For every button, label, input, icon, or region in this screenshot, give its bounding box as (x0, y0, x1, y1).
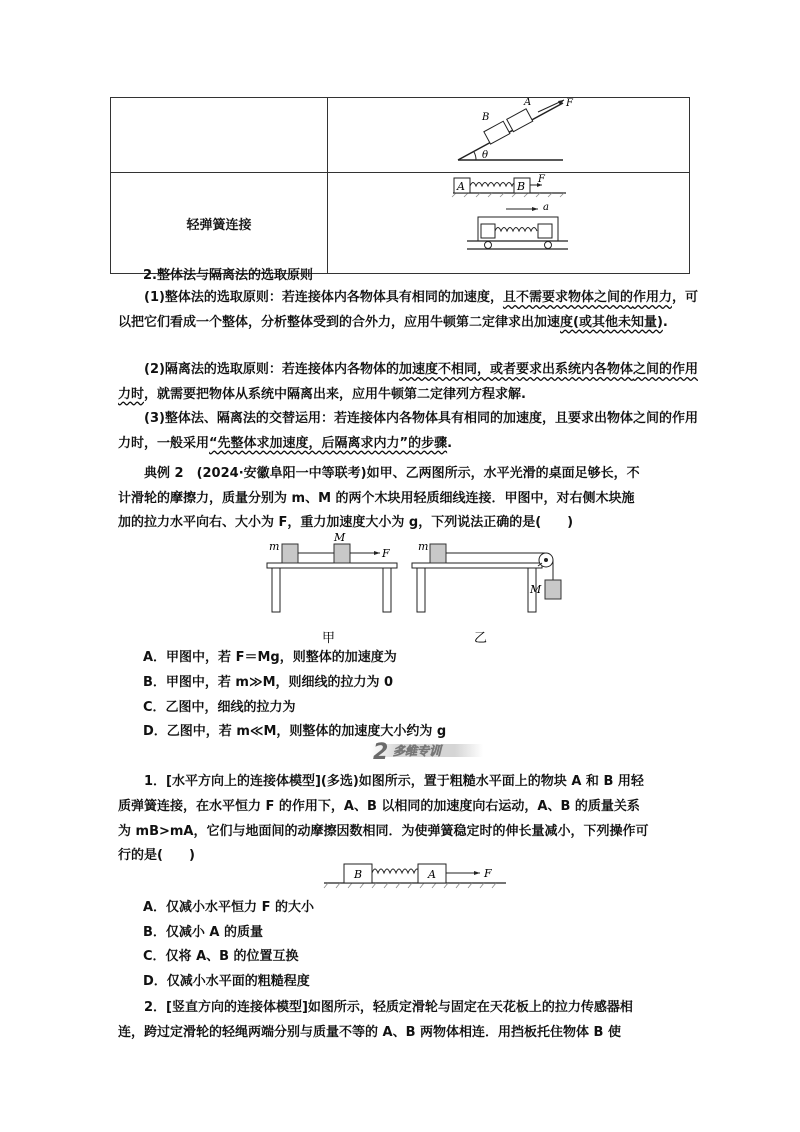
q1-figure (322, 860, 508, 894)
paragraph-whole-method: (1)整体法的选取原则：若连接体内各物体具有相同的加速度，且不需要求物体之间的作用力，可以把它们看成一个整体，分析整体受到的合外力，应用牛顿第二定律求出加速度(或其他未知量). (118, 290, 698, 330)
fig-yi-M-label: M (530, 583, 542, 596)
example2-line-1: 典例 2 (2024·安徽阜阳一中等联考)如甲、乙两图所示，水平光滑的桌面足够长，不 (144, 466, 640, 481)
example2-option-c: C．乙图中，细线的拉力为 (143, 700, 296, 715)
fig-jia-F-label: F (382, 547, 390, 560)
fig-jia-m-label: m (269, 540, 280, 553)
q1-option-d: D．仅减小水平面的粗糙程度 (143, 974, 310, 989)
q1-line-4: 行的是( ) (118, 848, 195, 863)
example2-line-2: 计滑轮的摩擦力，质量分别为 m、M 的两个木块用轻质细线连接．甲图中，对右侧木块施 (118, 491, 635, 506)
q1-line-3: 为 mB>mA，它们与地面间的动摩擦因数相同．为使弹簧稳定时的伸长量减小，下列操作可 (118, 824, 649, 839)
example2-option-d: D．乙图中，若 m≪M，则整体的加速度大小约为 g (143, 724, 447, 739)
caption-jia: 甲 (322, 631, 336, 646)
q1-option-b: B．仅减小 A 的质量 (143, 925, 264, 940)
spring-force-label: F (538, 174, 545, 185)
table-label-cell-2 (111, 173, 328, 274)
incline-blocks-figure (328, 98, 689, 168)
paragraph-alternating-method: (3)整体法、隔离法的交替运用：若连接体内各物体具有相同的加速度，且要求出物体之间的作用力时，一般采用“先整体求加速度，后隔离求内力”的步骤. (118, 411, 698, 451)
q1-block-a-label: A (428, 868, 436, 881)
block-b-label: B (482, 112, 490, 123)
caption-yi: 乙 (474, 631, 488, 646)
q1-option-c: C．仅将 A、B 的位置互换 (143, 949, 299, 964)
example2-option-b: B．甲图中，若 m≫M，则细线的拉力为 0 (143, 675, 394, 690)
theta-label: θ (482, 150, 489, 161)
q2-line-1: 2．[竖直方向的连接体模型]如图所示，轻质定滑轮与固定在天花板上的拉力传感器相 (144, 1000, 633, 1015)
banner-number: 2 (373, 740, 389, 763)
acceleration-label: a (543, 202, 549, 213)
multi-practice-banner (371, 737, 483, 763)
spring-block-b-label: B (517, 180, 526, 193)
q1-force-label: F (484, 867, 492, 880)
spring-blocks-figure (328, 173, 689, 269)
example2-line-3: 加的拉力水平向右、大小为 F，重力加速度大小为 g，下列说法正确的是( ) (118, 515, 574, 530)
fig-yi-m-label: m (418, 540, 429, 553)
q1-line-2: 质弹簧连接，在水平恒力 F 的作用下，A、B 以相同的加速度向右运动，A、B 的质量关系 (118, 799, 640, 814)
q1-line-1: 1．[水平方向上的连接体模型](多选)如图所示，置于粗糙水平面上的物块 A 和 B 用轻 (144, 774, 644, 789)
q2-line-2: 连，跨过定滑轮的轻绳两端分别与质量不等的 A、B 两物体相连．用挡板托住物体 B 使 (118, 1025, 621, 1040)
banner-text: 多维专训 (393, 744, 442, 758)
q1-block-b-label: B (354, 868, 363, 881)
example2-option-a: A．甲图中，若 F＝Mg，则整体的加速度为 (143, 650, 397, 665)
section-heading: 2.整体法与隔离法的选取原则 (143, 268, 313, 283)
spring-figure-cell (328, 173, 690, 274)
block-a-label: A (524, 98, 532, 108)
connection-table (110, 97, 690, 274)
light-spring-label: 轻弹簧连接 (186, 217, 252, 233)
example2-figure (262, 530, 582, 646)
incline-figure-cell (328, 98, 690, 173)
q1-option-a: A．仅减小水平恒力 F 的大小 (143, 900, 314, 915)
spring-block-a-label: A (457, 180, 465, 193)
paragraph-isolation-method: (2)隔离法的选取原则：若连接体内各物体的加速度不相同，或者要求出系统内各物体之间的作用力时，就需要把物体从系统中隔离出来，应用牛顿第二定律列方程求解. (118, 362, 698, 402)
table-label-cell-1 (111, 98, 328, 173)
force-label: F (566, 98, 573, 109)
fig-jia-M-label: M (334, 531, 346, 544)
